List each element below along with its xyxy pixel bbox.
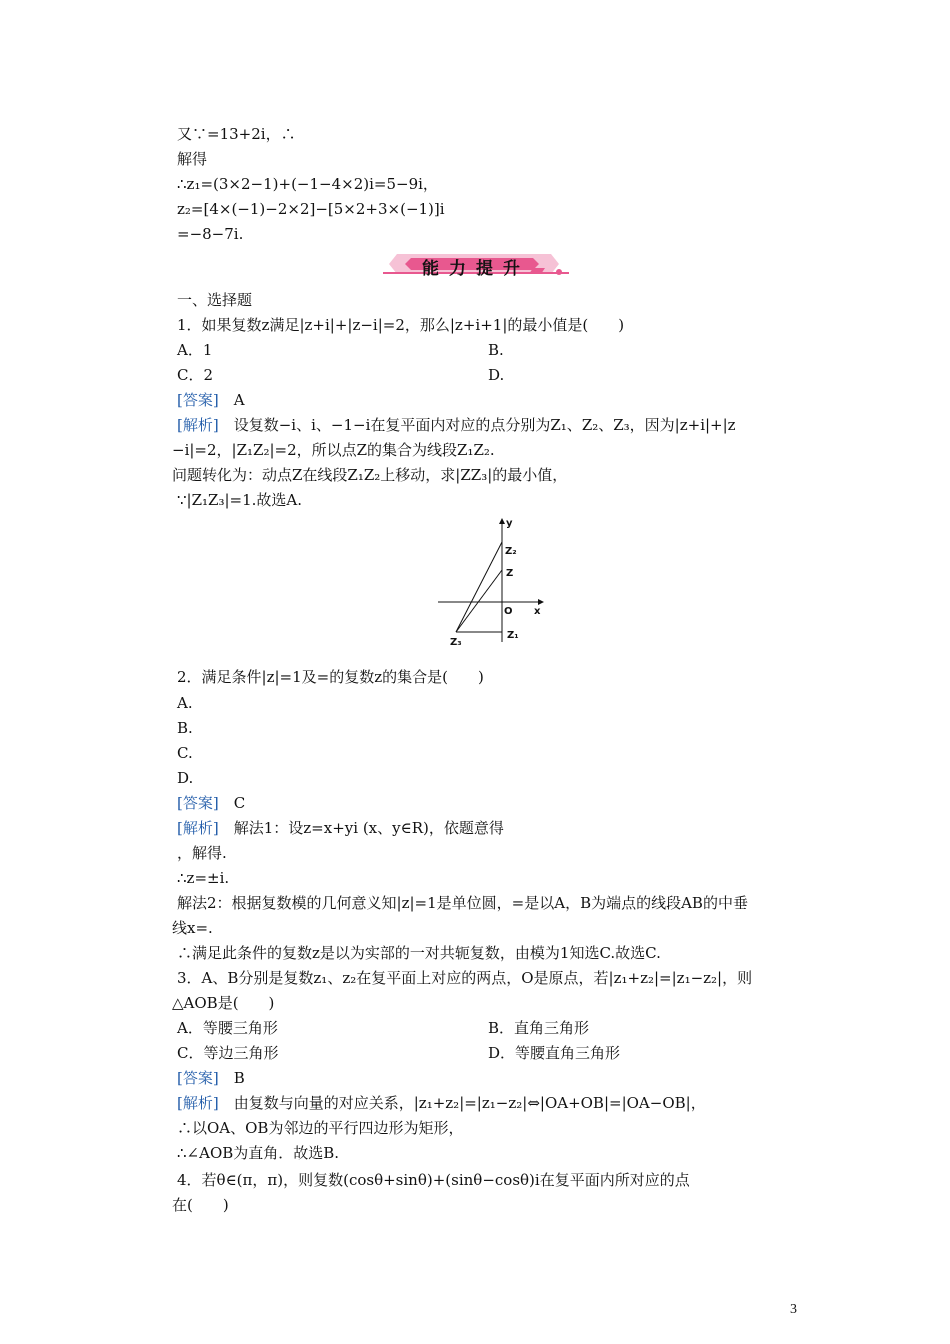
q1-analysis-line: −i|=2，|Z₁Z₂|=2，所以点Z的集合为线段Z₁Z₂.	[172, 441, 495, 459]
page-number: 3	[790, 1302, 797, 1317]
q3-analysis-line: ∴∠AOB为直角．故选B.	[177, 1144, 340, 1162]
segment-z3-z	[456, 570, 502, 632]
answer-tag: [答案]	[177, 391, 219, 409]
q1-analysis-line	[177, 415, 736, 435]
question-4-stem: 4．若θ∈(π，π)，则复数(cosθ+sinθ)+(sinθ−cosθ)i在复平面内所对应的点	[177, 1171, 690, 1189]
text-line: =−8−7i.	[177, 225, 244, 243]
question-2-stem: 2．满足条件|z|=1及=的复数z的集合是( )	[177, 668, 484, 686]
q2-option-b: B.	[177, 719, 193, 737]
q1-option-a: A．1	[177, 341, 213, 359]
q3-analysis-line	[177, 1093, 706, 1113]
x-arrow-icon	[538, 599, 544, 605]
label-z: Z	[506, 568, 514, 579]
q3-option-b: B．直角三角形	[488, 1019, 590, 1037]
complex-plane-figure	[430, 514, 550, 650]
text-line: ∴z₁=(3×2−1)+(−1−4×2)i=5−9i，	[177, 175, 438, 193]
answer-value: B	[233, 1069, 245, 1087]
label-z1: Z₁	[507, 630, 519, 641]
q2-analysis-line: ∴满足此条件的复数z是以为实部的一对共轭复数，由模为1知选C.故选C.	[177, 944, 661, 962]
text-line: 解得	[177, 150, 208, 168]
q3-answer	[177, 1068, 245, 1088]
question-4-stem: 在( )	[172, 1196, 229, 1214]
analysis-text: 解法1：设z=x+yi (x、y∈R)，依题意得	[233, 819, 504, 837]
q2-analysis-line: 线x=.	[172, 919, 213, 937]
label-o: O	[504, 606, 513, 617]
segment-z3-z2	[456, 542, 502, 632]
text-line: z₂=[4×(−1)−2×2]−[5×2+3×(−1)]i	[177, 200, 445, 218]
analysis-tag: [解析]	[177, 819, 219, 837]
answer-value: A	[233, 391, 245, 409]
q2-analysis-line: 解法2：根据复数模的几何意义知|z|=1是单位圆，=是以A，B为端点的线段AB的中垂	[177, 894, 748, 912]
q2-answer	[177, 793, 245, 813]
q1-answer	[177, 390, 245, 410]
answer-value: C	[233, 794, 246, 812]
label-z2: Z₂	[505, 546, 517, 557]
q3-option-d: D．等腰直角三角形	[488, 1044, 621, 1062]
text-line: 又∵=13+2i，∴	[177, 125, 296, 143]
y-arrow-icon	[499, 518, 505, 524]
q1-option-d: D.	[488, 366, 505, 384]
section-banner	[383, 250, 569, 278]
label-x: x	[534, 606, 541, 617]
q2-option-c: C.	[177, 744, 193, 762]
q2-analysis-line: ，解得.	[177, 844, 227, 862]
analysis-tag: [解析]	[177, 416, 219, 434]
analysis-text: 设复数−i、i、−1−i在复平面内对应的点分别为Z₁、Z₂、Z₃，因为|z+i|+|z	[233, 416, 736, 434]
banner-title: 能力提升	[422, 259, 530, 279]
question-3-stem: 3．A、B分别是复数z₁、z₂在复平面上对应的两点，O是原点，若|z₁+z₂|=|z₁−z₂|，则	[177, 969, 753, 987]
analysis-text: 由复数与向量的对应关系，|z₁+z₂|=|z₁−z₂|⇔|OA+OB|=|OA−OB|，	[233, 1094, 706, 1112]
q3-option-c: C．等边三角形	[177, 1044, 279, 1062]
answer-tag: [答案]	[177, 1069, 219, 1087]
q1-option-c: C．2	[177, 366, 214, 384]
question-1-stem: 1．如果复数z满足|z+i|+|z−i|=2，那么|z+i+1|的最小值是( )	[177, 316, 625, 334]
q3-option-a: A．等腰三角形	[177, 1019, 278, 1037]
label-z3: Z₃	[450, 637, 462, 648]
question-3-stem: △AOB是( )	[172, 994, 275, 1012]
q2-analysis-line	[177, 818, 504, 838]
q1-option-b: B.	[488, 341, 504, 359]
q1-analysis-line: 问题转化为：动点Z在线段Z₁Z₂上移动，求|ZZ₃|的最小值，	[172, 466, 568, 484]
analysis-tag: [解析]	[177, 1094, 219, 1112]
q1-analysis-line: ∵|Z₁Z₃|=1.故选A.	[177, 491, 303, 509]
q2-option-d: D.	[177, 769, 194, 787]
q3-analysis-line: ∴以OA、OB为邻边的平行四边形为矩形，	[177, 1119, 464, 1137]
label-y: y	[506, 518, 513, 529]
answer-tag: [答案]	[177, 794, 219, 812]
q2-analysis-line: ∴z=±i.	[177, 869, 230, 887]
q2-option-a: A.	[177, 694, 193, 712]
section-heading: 一、选择题	[177, 291, 253, 309]
